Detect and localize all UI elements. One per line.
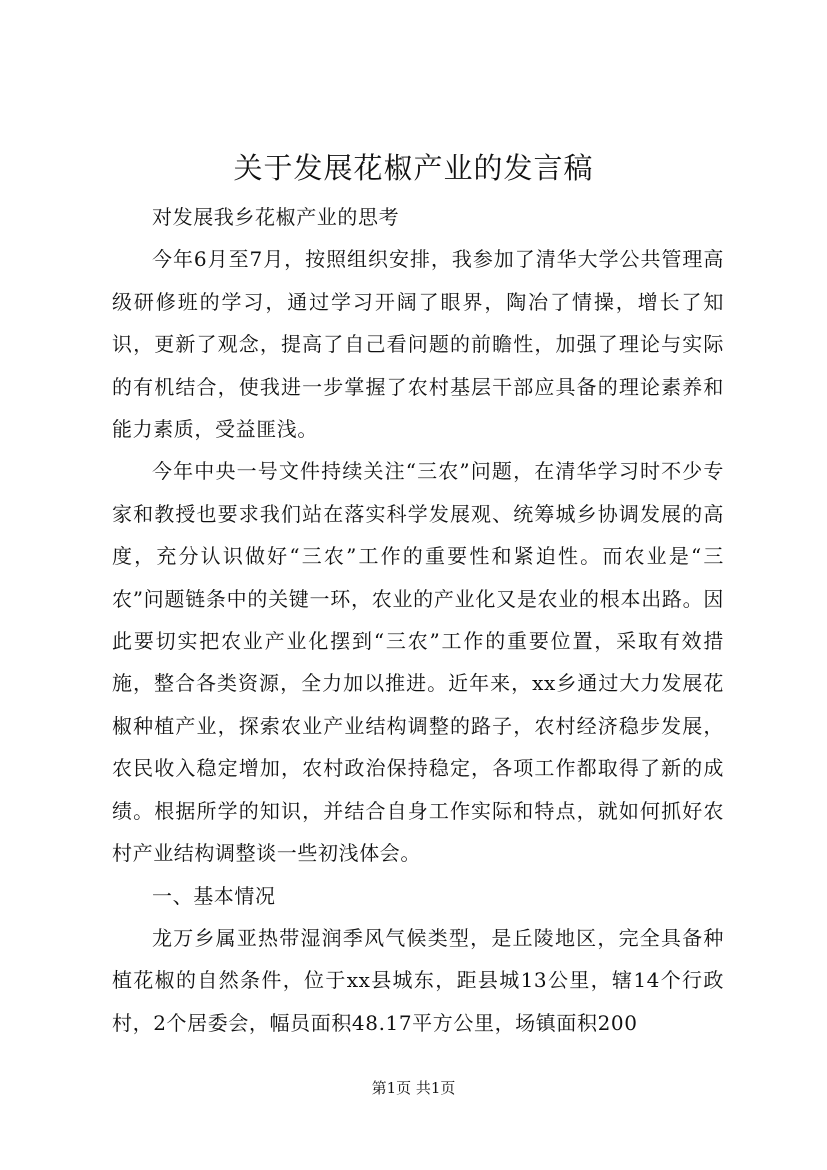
paragraph-basic-situation: 龙万乡属亚热带湿润季风气候类型，是丘陵地区，完全具备种植花椒的自然条件，位于xx县城东，距县城13公里，辖14个行政村，2个居委会，幅员面积48.17平方公里，场镇面积200 [112, 925, 724, 1035]
section-heading-basic-situation: 一、基本情况 [152, 883, 276, 908]
paragraph-subtitle: 对发展我乡花椒产业的思考 [152, 205, 400, 229]
paragraph-background: 今年中央一号文件持续关注“三农”问题，在清华学习时不少专家和教授也要求我们站在落实科学发展观、统筹城乡协调发展的高度，充分认识做好“三农”工作的重要性和紧迫性。而农业是“三农”问题链条中的关键一环，农业的产业化又是农业的根本出路。因此要切实把农业产业化摆到“三农”工作的重要位置，采取有效措施，整合各类资源，全力加以推进。近年来，xx乡通过大力发展花椒种植产业，探索农业产业结构调整的路子，农村经济稳步发展，农民收入稳定增加，农村政治保持稳定，各项工作都取得了新的成绩。根据所学的知识，并结合自身工作实际和特点，就如何抓好农村产业结构调整谈一些初浅体会。 [112, 459, 724, 866]
paragraph-intro: 今年6月至7月，按照组织安排，我参加了清华大学公共管理高级研修班的学习，通过学习开阔了眼界，陶冶了情操，增长了知识，更新了观念，提高了自己看问题的前瞻性，加强了理论与实际的有机结合，使我进一步掌握了农村基层干部应具备的理论素养和能力素质，受益匪浅。 [112, 247, 724, 442]
document-body [112, 196, 724, 1044]
page-footer: 第1页 共1页 [371, 1079, 456, 1097]
document-title: 关于发展花椒产业的发言稿 [233, 151, 594, 185]
